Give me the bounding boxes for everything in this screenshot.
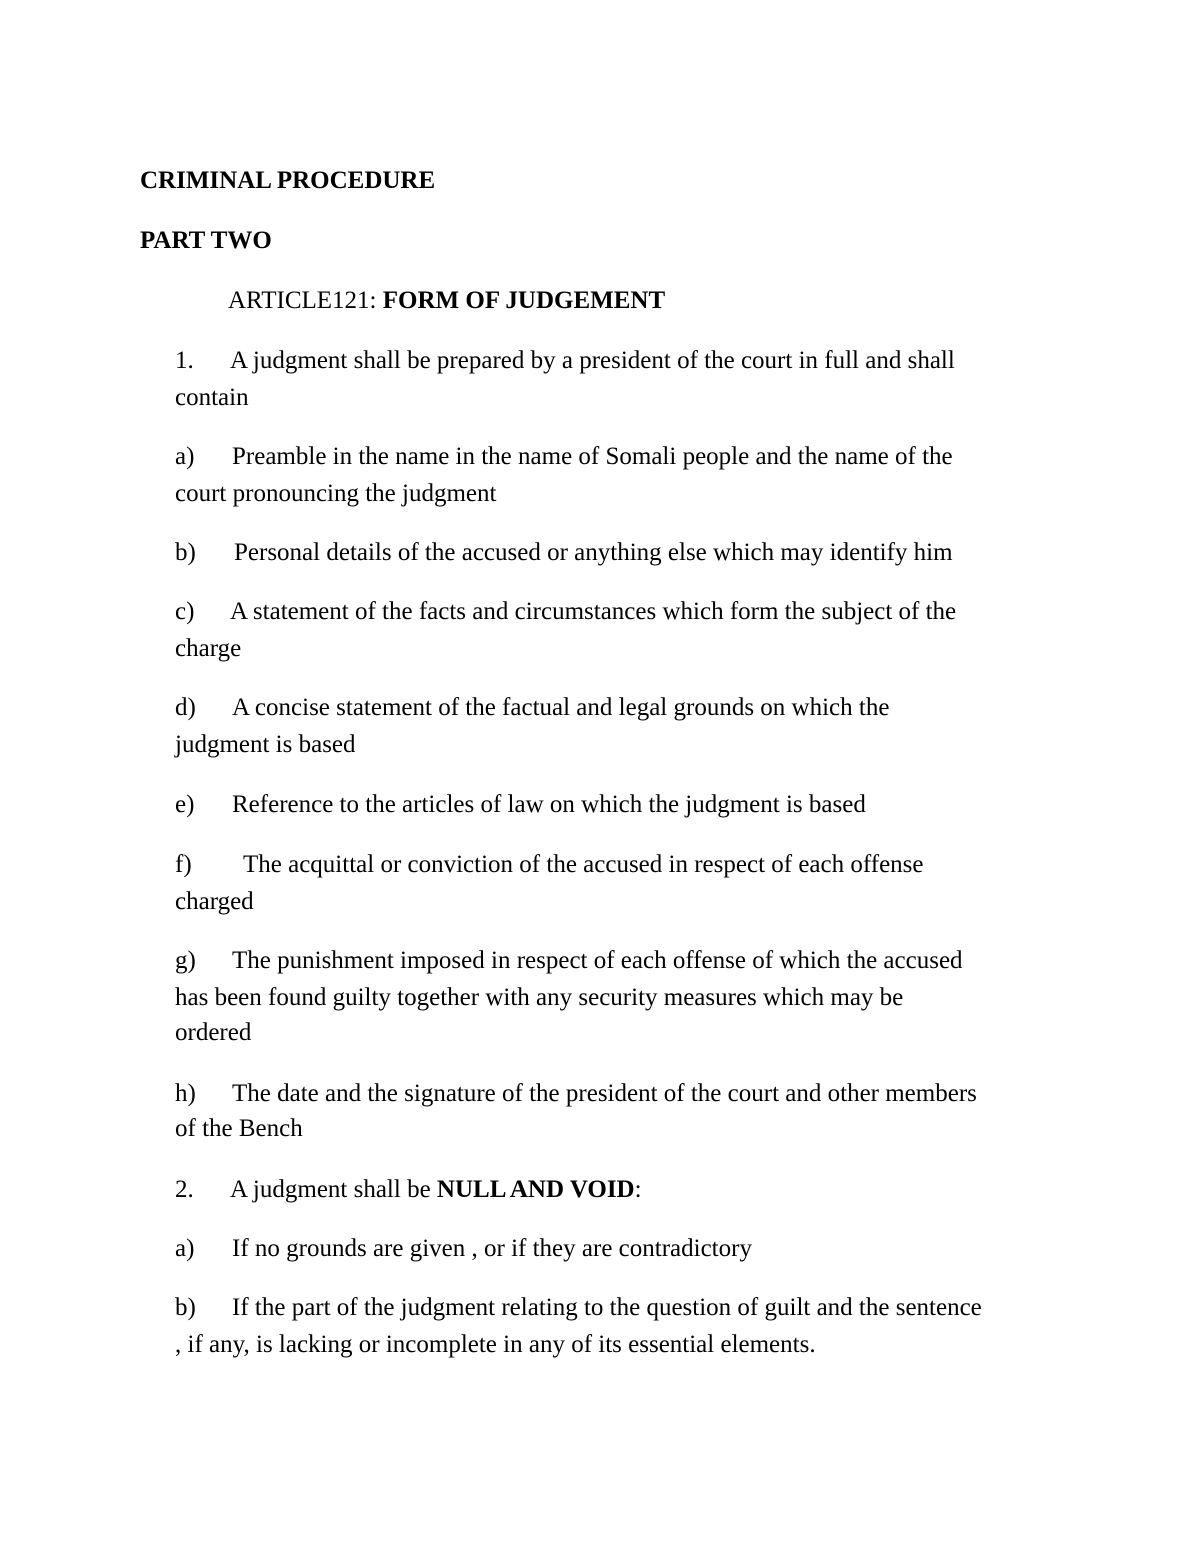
clause-1-number: 1. xyxy=(175,347,194,374)
list-item-text: Personal details of the accused or anything else which may identify him xyxy=(234,539,953,566)
list-item-continuation: charged xyxy=(175,888,254,915)
clause-2-number: 2. xyxy=(175,1176,194,1203)
clause-1-continuation: contain xyxy=(175,384,249,411)
part-heading: PART TWO xyxy=(140,227,272,254)
list-item-marker: g) xyxy=(175,947,196,974)
list-item-text: Preamble in the name in the name of Somali people and the name of the xyxy=(232,443,953,470)
article-heading xyxy=(228,283,665,319)
clause-2-emphasis: NULL AND VOID xyxy=(436,1176,635,1203)
article-label: ARTICLE121: xyxy=(228,287,383,314)
list-item-text: A concise statement of the factual and legal grounds on which the xyxy=(232,694,890,721)
list-item-marker: c) xyxy=(175,598,195,625)
list-item-marker: f) xyxy=(175,851,192,878)
list-item-marker: d) xyxy=(175,694,196,721)
list-item-continuation: of the Bench xyxy=(175,1115,303,1142)
list-item-continuation: , if any, is lacking or incomplete in any of its essential elements. xyxy=(175,1331,816,1358)
list-item-text: If the part of the judgment relating to the question of guilt and the sentence xyxy=(232,1294,982,1321)
list-item-text: The punishment imposed in respect of each offense of which the accused xyxy=(232,947,963,974)
list-item-text: The date and the signature of the president of the court and other members xyxy=(232,1080,977,1107)
article-title: FORM OF JUDGEMENT xyxy=(382,287,666,314)
clause-2-text xyxy=(230,1172,642,1208)
clause-1-text: A judgment shall be prepared by a president of the court in full and shall xyxy=(230,347,955,374)
list-item-text: The acquittal or conviction of the accused in respect of each offense xyxy=(243,851,924,878)
list-item-marker: a) xyxy=(175,443,195,470)
list-item-continuation: ordered xyxy=(175,1019,252,1046)
clause-2-text-pre: A judgment shall be xyxy=(230,1176,437,1203)
list-item-continuation: has been found guilty together with any security measures which may be xyxy=(175,984,904,1011)
list-item-marker: h) xyxy=(175,1080,196,1107)
list-item-marker: e) xyxy=(175,791,195,818)
list-item-continuation: judgment is based xyxy=(175,731,356,758)
list-item-text: If no grounds are given , or if they are contradictory xyxy=(232,1235,752,1262)
list-item-continuation: court pronouncing the judgment xyxy=(175,480,497,507)
list-item-text: A statement of the facts and circumstances which form the subject of the xyxy=(230,598,957,625)
list-item-marker: b) xyxy=(175,1294,196,1321)
document-title: CRIMINAL PROCEDURE xyxy=(140,167,436,194)
list-item-continuation: charge xyxy=(175,635,242,662)
clause-2-text-post: : xyxy=(634,1176,642,1203)
list-item-marker: a) xyxy=(175,1235,195,1262)
list-item-text: Reference to the articles of law on which the judgment is based xyxy=(232,791,866,818)
list-item-marker: b) xyxy=(175,539,196,566)
